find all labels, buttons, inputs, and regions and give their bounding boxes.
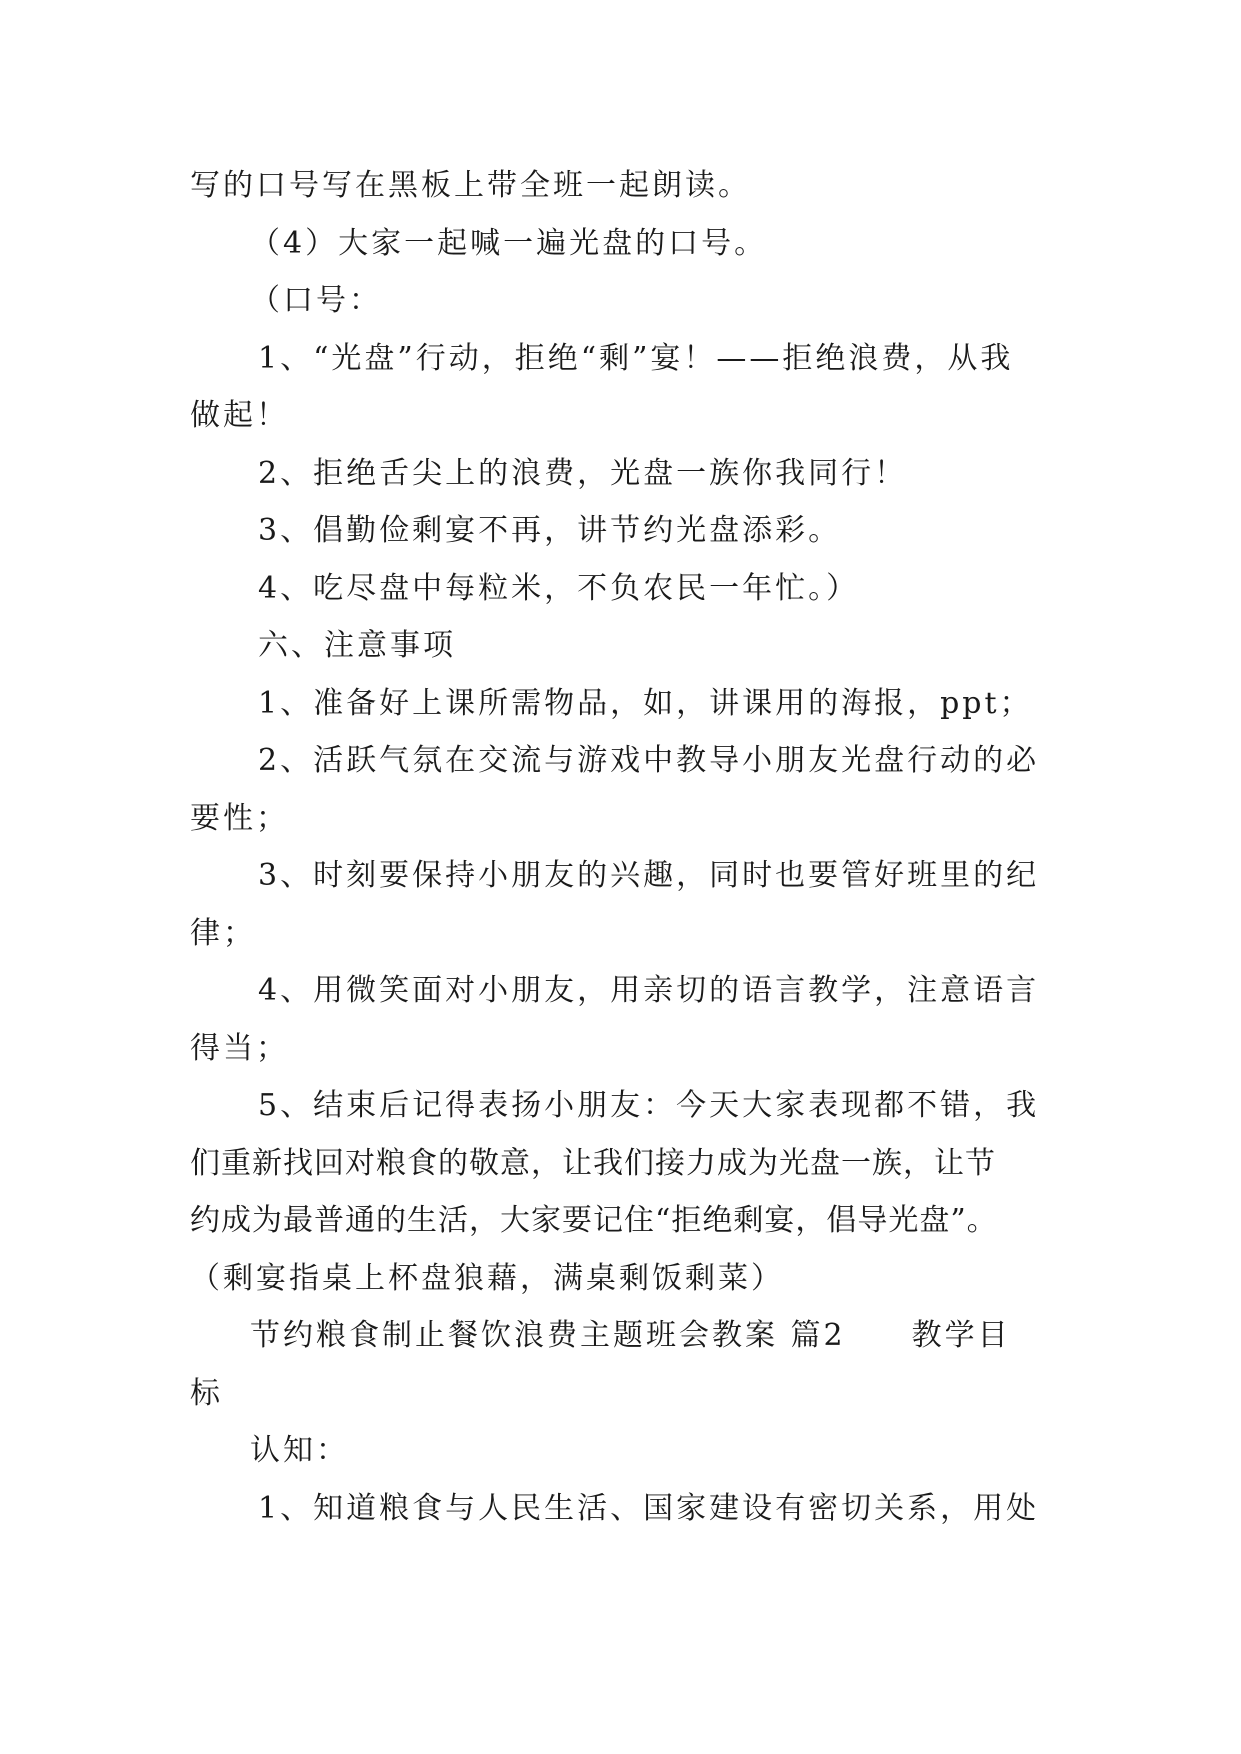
text-line: 2、拒绝舌尖上的浪费，光盘一族你我同行！ [258, 456, 908, 491]
text-line: 们重新找回对粮食的敬意，让我们接力成为光盘一族，让节 [190, 1146, 996, 1181]
text-line: （口号： [250, 283, 382, 318]
text-line: 5、结束后记得表扬小朋友：今天大家表现都不错，我 [258, 1088, 1040, 1123]
text-line: 写的口号写在黑板上带全班一起朗读。 [190, 168, 751, 203]
text-line: 1、“光盘”行动，拒绝“剩”宴！——拒绝浪费，从我 [258, 341, 1014, 376]
text-line: 1、准备好上课所需物品，如，讲课用的海报，ppt； [258, 686, 1033, 721]
text-line: （4）大家一起喊一遍光盘的口号。 [250, 226, 768, 261]
text-line: 标 [190, 1376, 223, 1411]
subheading: 认知： [250, 1433, 349, 1468]
text-line: 做起！ [190, 398, 289, 433]
text-line: 4、用微笑面对小朋友，用亲切的语言教学，注意语言 [258, 973, 1040, 1008]
text-line: 要性； [190, 801, 289, 836]
section-title: 节约粮食制止餐饮浪费主题班会教案 篇2 教学目 [250, 1318, 1011, 1353]
text-line: 律； [190, 916, 256, 951]
section-heading: 六、注意事项 [258, 628, 456, 663]
text-line: （剩宴指桌上杯盘狼藉，满桌剩饭剩菜） [190, 1261, 784, 1296]
text-line: 1、知道粮食与人民生活、国家建设有密切关系，用处 [258, 1491, 1040, 1526]
text-line: 2、活跃气氛在交流与游戏中教导小朋友光盘行动的必 [258, 743, 1040, 778]
text-line: 3、倡勤俭剩宴不再，讲节约光盘添彩。 [258, 513, 842, 548]
text-line: 4、吃尽盘中每粒米，不负农民一年忙。） [258, 571, 860, 606]
text-line: 得当； [190, 1031, 289, 1066]
text-line: 3、时刻要保持小朋友的兴趣，同时也要管好班里的纪 [258, 858, 1040, 893]
text-line: 约成为最普通的生活，大家要记住“拒绝剩宴，倡导光盘”。 [190, 1203, 998, 1238]
